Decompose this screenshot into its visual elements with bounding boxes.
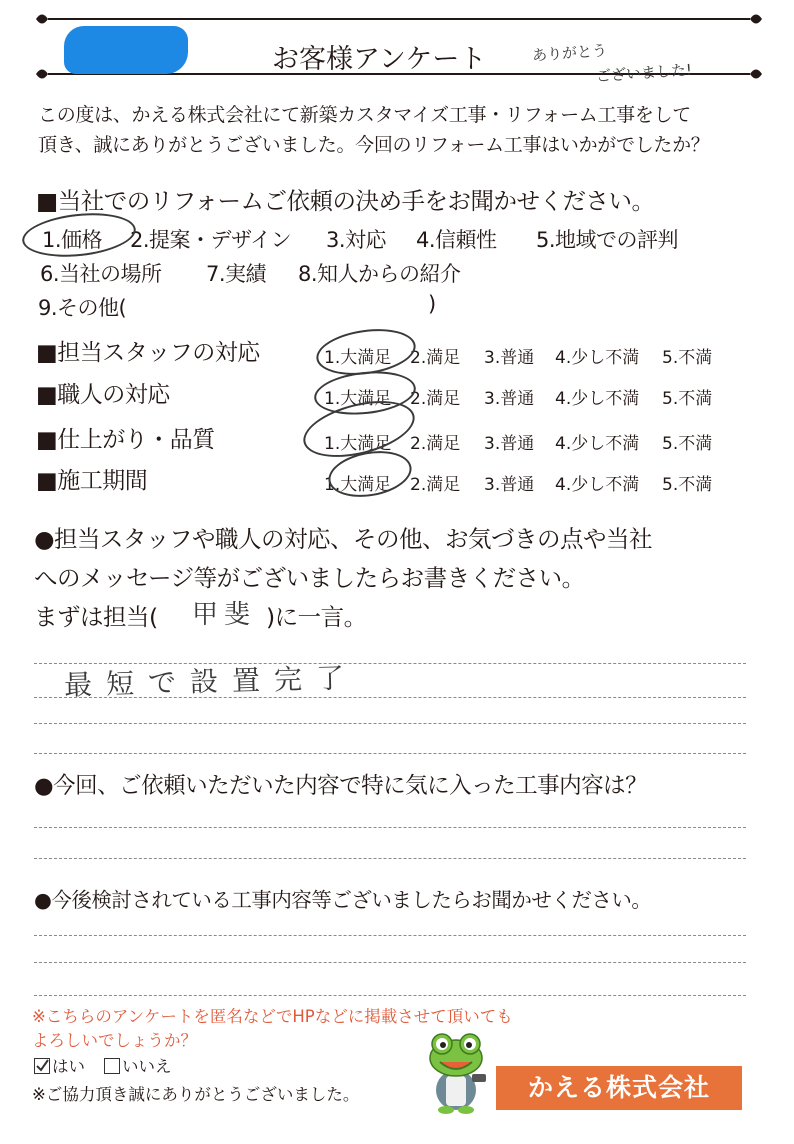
- rating-option[interactable]: 2.満足: [410, 434, 461, 454]
- q1-heading: ■当社でのリフォームご依頼の決め手をお聞かせください。: [36, 187, 655, 215]
- rating-option[interactable]: 4.少し不満: [555, 475, 640, 495]
- publish-notice-line-2: よろしいでしょうか？: [32, 1031, 197, 1050]
- handwritten-thanks-1: ありがとう: [531, 41, 608, 65]
- company-name-badge: [496, 1066, 742, 1110]
- q2-staff-suffix: )に一言。: [266, 603, 367, 631]
- rating-option[interactable]: 3.普通: [484, 434, 535, 454]
- q1-option-6[interactable]: 6.当社の場所: [40, 262, 162, 286]
- q1-option-3[interactable]: 3.対応: [326, 228, 387, 252]
- rating-option[interactable]: 2.満足: [410, 389, 461, 409]
- q2-line-1: ●担当スタッフや職人の対応、その他、お気づきの点や当社: [34, 525, 653, 553]
- rating-label-quality: ■仕上がり・品質: [36, 427, 215, 453]
- publish-notice-line-1: ※こちらのアンケートを匿名などでHPなどに掲載させて頂いても: [32, 1007, 513, 1026]
- q1-option-4[interactable]: 4.信頼性: [416, 228, 497, 252]
- answer-line: [34, 858, 746, 859]
- answer-line: [34, 962, 746, 963]
- rating-option[interactable]: 5.不満: [662, 475, 713, 495]
- intro-line-2: 頂き、誠にありがとうございました。今回のリフォーム工事はいかがでしたか？: [38, 134, 710, 156]
- rating-option[interactable]: 3.普通: [484, 389, 535, 409]
- rating-option[interactable]: 1.大満足: [324, 434, 392, 454]
- q2-answer[interactable]: 最短で設置完了: [63, 661, 359, 702]
- q1-option-1[interactable]: 1.価格: [42, 228, 103, 252]
- q3-question: ●今回、ご依頼いただいた内容で特に気に入った工事内容は？: [34, 773, 648, 799]
- rating-option[interactable]: 3.普通: [484, 475, 535, 495]
- rating-option[interactable]: 1.大満足: [324, 475, 392, 495]
- rating-label-period: ■施工期間: [36, 468, 148, 494]
- answer-line: [34, 753, 746, 754]
- answer-line: [34, 935, 746, 936]
- rating-option[interactable]: 3.普通: [484, 348, 535, 368]
- rating-option[interactable]: 5.不満: [662, 389, 713, 409]
- intro-line-1: この度は、かえる株式会社にて新築カスタマイズ工事・リフォーム工事をして: [38, 104, 691, 126]
- answer-line: [34, 723, 746, 724]
- rating-option[interactable]: 2.満足: [410, 475, 461, 495]
- rating-option[interactable]: 4.少し不満: [555, 434, 640, 454]
- rating-option[interactable]: 1.大満足: [324, 389, 392, 409]
- rating-option[interactable]: 5.不満: [662, 434, 713, 454]
- rating-label-craftsman: ■職人の対応: [36, 382, 170, 408]
- q2-staff-name[interactable]: 甲斐: [192, 600, 257, 630]
- rating-option[interactable]: 1.大満足: [324, 348, 392, 368]
- handwritten-thanks-2: ございました!: [595, 60, 693, 86]
- rating-option[interactable]: 4.少し不満: [555, 348, 640, 368]
- consent-yes-label: はい: [52, 1057, 85, 1076]
- consent-yes[interactable]: [34, 1053, 85, 1077]
- rating-option[interactable]: 4.少し不満: [555, 389, 640, 409]
- consent-no[interactable]: [104, 1053, 172, 1077]
- checkbox-checked-icon[interactable]: [34, 1058, 50, 1074]
- q1-option-2[interactable]: 2.提案・デザイン: [130, 228, 292, 252]
- q4-question: ●今後検討されている工事内容等ございましたらお聞かせください。: [34, 888, 652, 912]
- answer-line: [34, 995, 746, 996]
- rating-option[interactable]: 2.満足: [410, 348, 461, 368]
- q1-other-close: ): [428, 292, 436, 316]
- consent-no-label: いいえ: [122, 1057, 172, 1076]
- answer-line: [34, 697, 746, 698]
- rating-option[interactable]: 5.不満: [662, 348, 713, 368]
- q1-option-5[interactable]: 5.地域での評判: [536, 228, 679, 252]
- answer-line: [34, 827, 746, 828]
- q1-selected-circle: [20, 208, 138, 262]
- footer-thanks: ※ご協力頂き誠にありがとうございました。: [32, 1085, 360, 1104]
- checkbox-unchecked-icon[interactable]: [104, 1058, 120, 1074]
- q1-option-other[interactable]: 9.その他(: [38, 296, 127, 320]
- q1-option-7[interactable]: 7.実績: [206, 262, 267, 286]
- page-title: お客様アンケート: [272, 44, 487, 75]
- company-name: かえる株式会社: [527, 1073, 710, 1102]
- rating-label-staff: ■担当スタッフの対応: [36, 340, 260, 366]
- q2-line-2: へのメッセージ等がございましたらお書きください。: [34, 564, 585, 592]
- q1-option-8[interactable]: 8.知人からの紹介: [298, 262, 461, 286]
- redaction-mark: [64, 26, 188, 74]
- q2-staff-prefix: まずは担当(: [34, 603, 158, 631]
- frog-mascot-icon: [420, 1030, 494, 1114]
